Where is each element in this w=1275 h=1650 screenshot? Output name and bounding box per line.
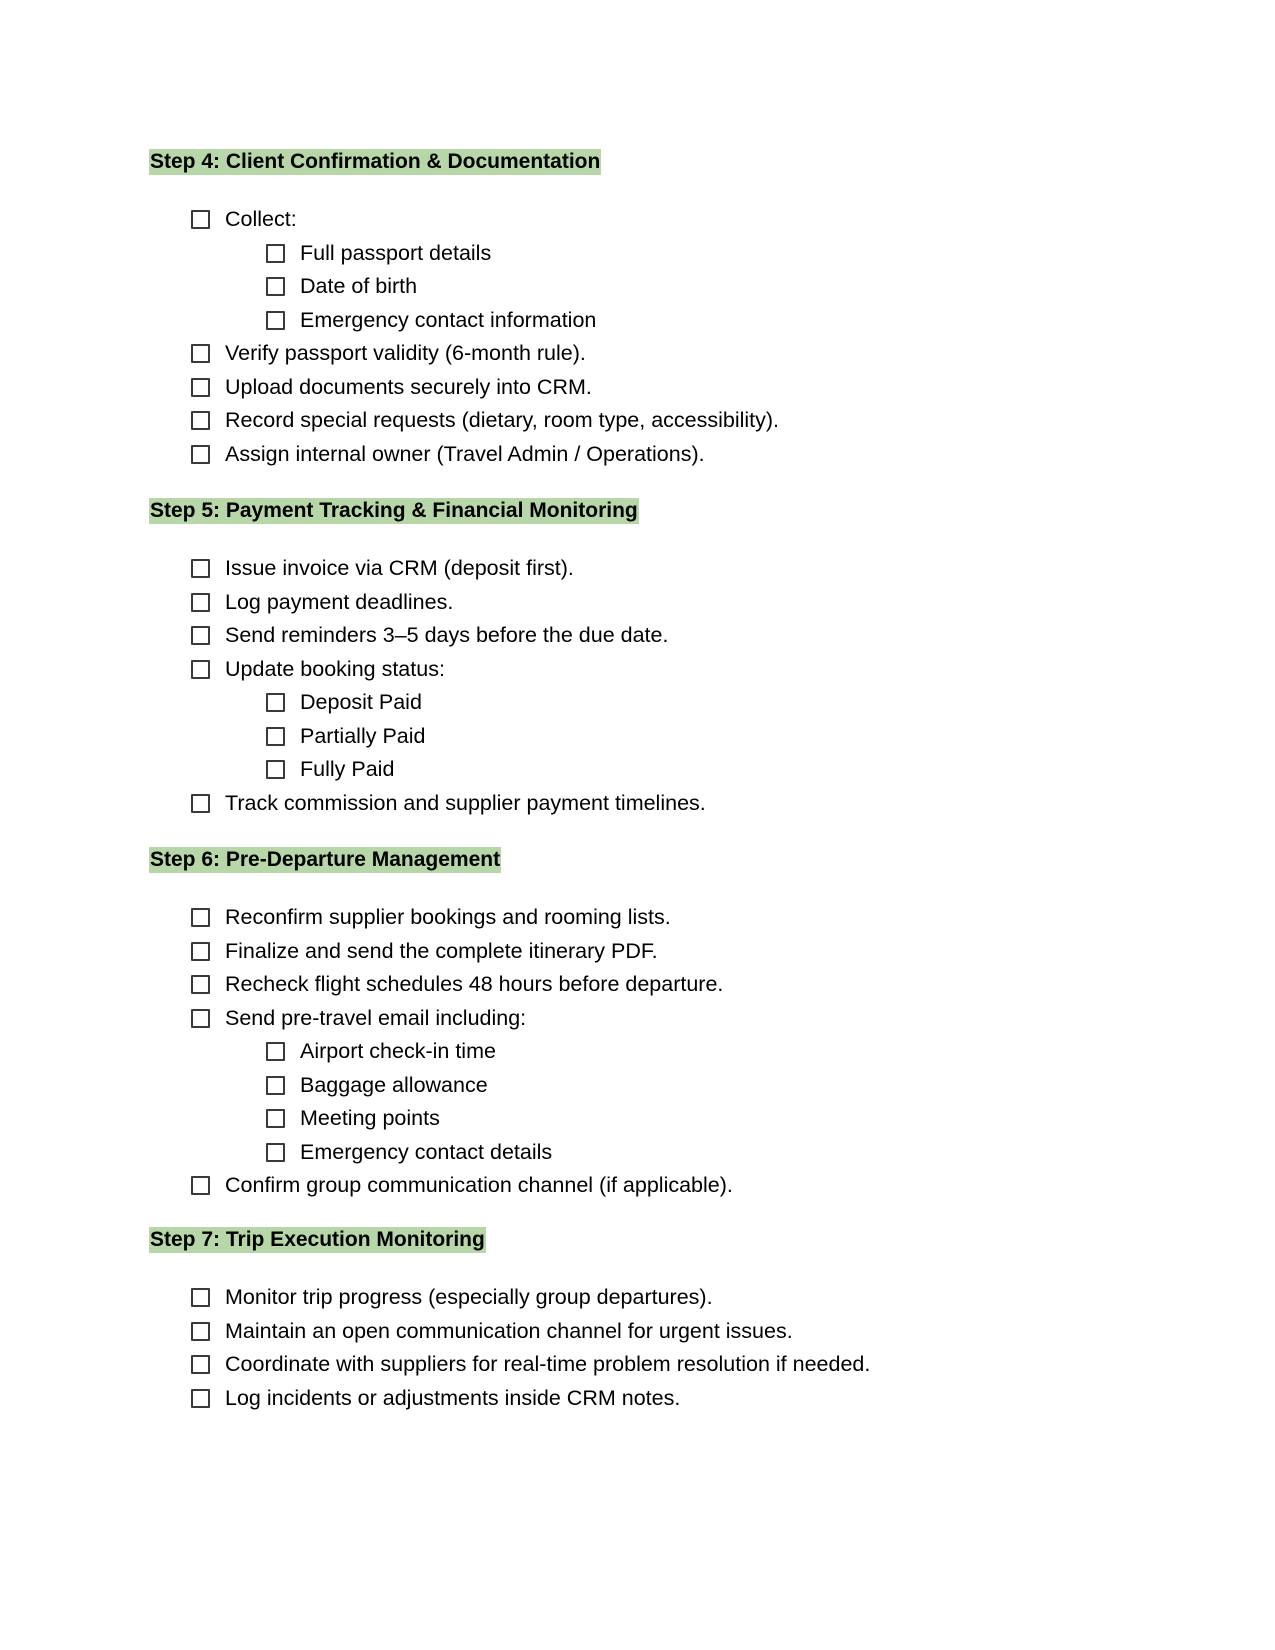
section-step-7 <box>149 1227 1149 1415</box>
checklist-item <box>149 586 1149 620</box>
checklist-item <box>149 203 1149 237</box>
checklist-item <box>149 1002 1149 1036</box>
item-label: Collect: <box>225 207 297 231</box>
item-label: Recheck flight schedules 48 hours before departure. <box>225 972 724 996</box>
checklist-item <box>149 787 1149 821</box>
checklist-item <box>149 1169 1149 1203</box>
checkbox[interactable] <box>191 908 210 927</box>
item-label: Log payment deadlines. <box>225 589 454 614</box>
item-label: Send reminders 3–5 days before the due date. <box>225 623 669 647</box>
item-label: Finalize and send the complete itinerary PDF. <box>225 938 658 963</box>
section-heading: Step 4: Client Confirmation & Documentation <box>150 150 601 173</box>
section-step-5 <box>149 498 1149 820</box>
checkbox[interactable] <box>191 344 210 363</box>
checklist-item <box>149 968 1149 1002</box>
checklist-subitem <box>149 237 1149 271</box>
checklist-item <box>149 1315 1149 1349</box>
checkbox[interactable] <box>266 727 285 746</box>
checklist <box>149 552 1149 820</box>
item-label: Log incidents or adjustments inside CRM notes. <box>225 1385 681 1410</box>
checklist-item <box>149 1348 1149 1382</box>
item-label: Coordinate with suppliers for real-time problem resolution if needed. <box>225 1352 871 1376</box>
checkbox[interactable] <box>191 1355 210 1374</box>
checklist-subitem <box>149 1035 1149 1069</box>
checklist-item <box>149 1382 1149 1416</box>
item-label: Upload documents securely into CRM. <box>225 374 592 399</box>
checklist-subitem <box>149 753 1149 787</box>
section-step-4 <box>149 149 1149 471</box>
checkbox[interactable] <box>266 1109 285 1128</box>
checkbox[interactable] <box>191 1288 210 1307</box>
item-label: Record special requests (dietary, room type, accessibility). <box>225 408 780 432</box>
section-heading: Step 5: Payment Tracking & Financial Monitoring <box>150 499 638 522</box>
checklist-item <box>149 404 1149 438</box>
checkbox[interactable] <box>266 244 285 263</box>
checkbox[interactable] <box>191 411 210 430</box>
section-heading: Step 7: Trip Execution Monitoring <box>150 1228 485 1251</box>
checkbox[interactable] <box>191 210 210 229</box>
item-label: Reconfirm supplier bookings and rooming lists. <box>225 905 671 929</box>
item-label: Send pre-travel email including: <box>225 1005 527 1030</box>
checklist-subitem <box>149 1069 1149 1103</box>
item-label: Assign internal owner (Travel Admin / Operations). <box>225 441 705 466</box>
checkbox[interactable] <box>191 975 210 994</box>
checklist-item <box>149 619 1149 653</box>
checklist-subitem <box>149 1102 1149 1136</box>
checklist <box>149 1281 1149 1415</box>
checklist <box>149 901 1149 1203</box>
checkbox[interactable] <box>191 626 210 645</box>
checkbox[interactable] <box>191 794 210 813</box>
checkbox[interactable] <box>191 378 210 397</box>
item-label: Verify passport validity (6-month rule). <box>225 341 586 365</box>
item-label: Date of birth <box>300 274 418 298</box>
checklist-item <box>149 552 1149 586</box>
checklist-subitem <box>149 270 1149 304</box>
item-label: Issue invoice via CRM (deposit first). <box>225 556 574 580</box>
item-label: Partially Paid <box>300 723 426 748</box>
item-label: Emergency contact information <box>300 307 597 332</box>
checklist-item <box>149 935 1149 969</box>
checklist-item <box>149 1281 1149 1315</box>
checkbox[interactable] <box>191 1389 210 1408</box>
section-step-6 <box>149 847 1149 1203</box>
item-label: Emergency contact details <box>300 1139 553 1164</box>
checkbox[interactable] <box>191 445 210 464</box>
item-label: Airport check-in time <box>300 1039 496 1063</box>
checklist-subitem <box>149 686 1149 720</box>
item-label: Confirm group communication channel (if applicable). <box>225 1173 733 1197</box>
checkbox[interactable] <box>266 311 285 330</box>
item-label: Baggage allowance <box>300 1072 488 1097</box>
checklist <box>149 203 1149 471</box>
item-label: Maintain an open communication channel for urgent issues. <box>225 1318 793 1343</box>
checkbox[interactable] <box>191 1322 210 1341</box>
item-label: Deposit Paid <box>300 690 422 714</box>
checkbox[interactable] <box>266 760 285 779</box>
checklist-item <box>149 337 1149 371</box>
checkbox[interactable] <box>191 1176 210 1195</box>
checklist-item <box>149 371 1149 405</box>
item-label: Fully Paid <box>300 757 395 781</box>
item-label: Update booking status: <box>225 656 445 681</box>
checkbox[interactable] <box>266 693 285 712</box>
checkbox[interactable] <box>191 559 210 578</box>
section-heading: Step 6: Pre-Departure Management <box>150 848 501 871</box>
checklist-item <box>149 901 1149 935</box>
checklist-item <box>149 438 1149 472</box>
item-label: Monitor trip progress (especially group departures). <box>225 1285 713 1309</box>
item-label: Track commission and supplier payment timelines. <box>225 790 706 815</box>
item-label: Full passport details <box>300 240 492 265</box>
checkbox[interactable] <box>191 1009 210 1028</box>
checklist-subitem <box>149 1136 1149 1170</box>
checkbox[interactable] <box>191 942 210 961</box>
checklist-subitem <box>149 720 1149 754</box>
checkbox[interactable] <box>266 277 285 296</box>
checklist-subitem <box>149 304 1149 338</box>
checklist-item <box>149 653 1149 687</box>
checkbox[interactable] <box>191 593 210 612</box>
checkbox[interactable] <box>191 660 210 679</box>
checkbox[interactable] <box>266 1143 285 1162</box>
checkbox[interactable] <box>266 1042 285 1061</box>
item-label: Meeting points <box>300 1106 440 1130</box>
checkbox[interactable] <box>266 1076 285 1095</box>
